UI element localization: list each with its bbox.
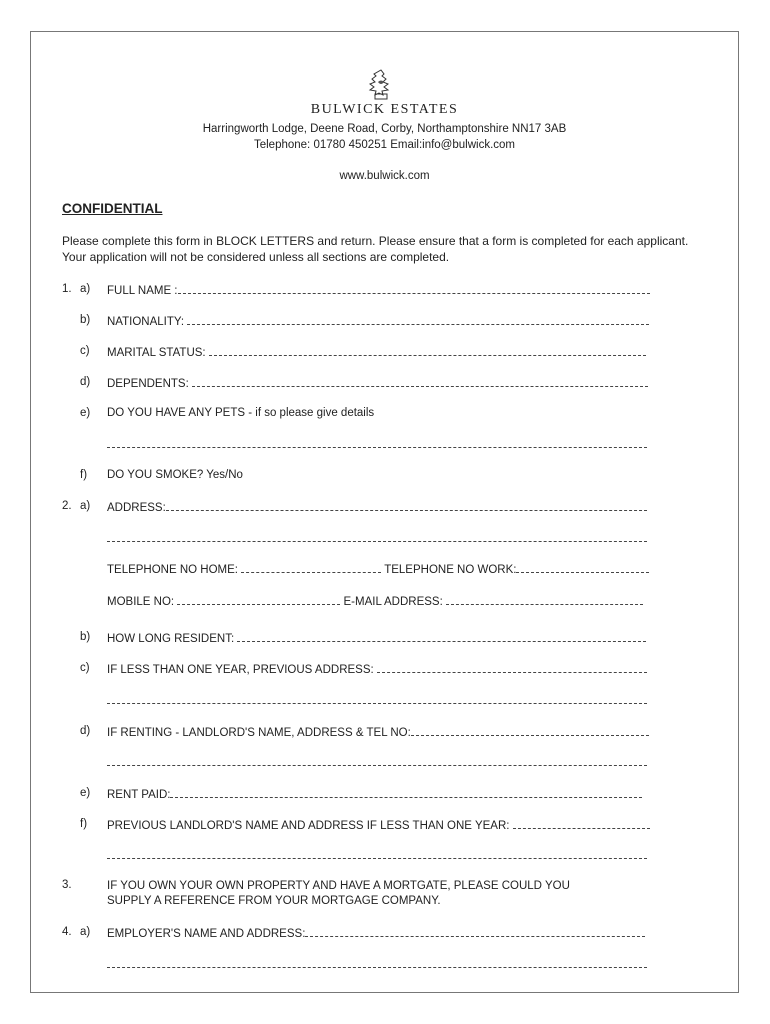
address-label: ADDRESS: — [107, 502, 166, 514]
landlord-blank-2[interactable] — [107, 765, 647, 766]
employer-blank-2[interactable] — [107, 967, 647, 968]
employer-blank[interactable] — [305, 926, 645, 937]
item-1d-letter: d) — [80, 376, 91, 388]
rent-paid-field[interactable] — [107, 787, 642, 801]
section-2-number: 2. — [62, 500, 72, 512]
tel-home-label: TELEPHONE NO HOME: — [107, 564, 238, 576]
tel-work-blank[interactable] — [516, 562, 649, 573]
pets-blank[interactable] — [107, 447, 647, 448]
landlord-field[interactable] — [107, 725, 649, 739]
landlord-label: IF RENTING - LANDLORD'S NAME, ADDRESS & TEL NO: — [107, 727, 411, 739]
section-1-number: 1. — [62, 283, 72, 295]
item-1c-letter: c) — [80, 345, 90, 357]
smoke-label[interactable]: DO YOU SMOKE? Yes/No — [107, 469, 243, 481]
tel-home-blank[interactable] — [241, 562, 381, 573]
mobile-blank[interactable] — [177, 594, 340, 605]
pets-label: DO YOU HAVE ANY PETS - if so please give details — [107, 407, 375, 419]
address-field[interactable] — [107, 500, 647, 514]
employer-field[interactable] — [107, 926, 645, 940]
dependents-label: DEPENDENTS: — [107, 378, 189, 390]
company-contact: Telephone: 01780 450251 Email:info@bulwick.com — [253, 139, 515, 151]
item-2b-letter: b) — [80, 631, 91, 643]
item-2d-letter: d) — [80, 725, 91, 737]
previous-landlord-blank-2[interactable] — [107, 858, 647, 859]
email-label: E-MAIL ADDRESS: — [343, 596, 443, 608]
previous-landlord-field[interactable] — [107, 818, 650, 832]
item-2e-letter: e) — [80, 787, 91, 799]
marital-status-blank[interactable] — [209, 345, 646, 356]
nationality-blank[interactable] — [187, 314, 649, 325]
tel-work-label: TELEPHONE NO WORK: — [384, 564, 517, 576]
address-blank[interactable] — [166, 500, 647, 511]
address-blank-2[interactable] — [107, 541, 647, 542]
previous-address-field[interactable] — [107, 662, 647, 676]
full-name-field[interactable] — [107, 283, 650, 297]
item-1e-letter: e) — [80, 407, 91, 419]
section-4-number: 4. — [62, 926, 72, 938]
rent-paid-label: RENT PAID: — [107, 789, 171, 801]
item-2c-letter: c) — [80, 662, 90, 674]
confidential-heading: CONFIDENTIAL — [62, 201, 163, 216]
dependents-field[interactable] — [107, 376, 648, 390]
item-1b-letter: b) — [80, 314, 91, 326]
previous-landlord-label: PREVIOUS LANDLORD'S NAME AND ADDRESS IF LESS THAN ONE YEAR: — [107, 820, 510, 832]
how-long-resident-label: HOW LONG RESIDENT: — [107, 633, 235, 645]
section-3-number: 3. — [62, 879, 72, 891]
mobile-email-row — [107, 594, 643, 608]
nationality-field[interactable] — [107, 314, 649, 328]
previous-address-blank[interactable] — [377, 662, 647, 673]
mortgage-text: IF YOU OWN YOUR OWN PROPERTY AND HAVE A MORTGATE, PLEASE COULD YOU SUPPLY A REFERENCE FROM YOUR MORTGAGE COMPANY. — [107, 880, 570, 907]
mobile-label: MOBILE NO: — [107, 596, 175, 608]
previous-address-blank-2[interactable] — [107, 703, 647, 704]
item-1f-letter: f) — [80, 469, 88, 481]
item-2a-letter: a) — [80, 500, 91, 512]
company-address: Harringworth Lodge, Deene Road, Corby, Northamptonshire NN17 3AB — [202, 123, 567, 135]
item-4a-letter: a) — [80, 926, 91, 938]
intro-text: Please complete this form in BLOCK LETTERS and return. Please ensure that a form is completed for each applicant. Your application will not be considered unless all sections are completed. — [62, 234, 689, 264]
item-1a-letter: a) — [80, 283, 91, 295]
nationality-label: NATIONALITY: — [107, 316, 185, 328]
previous-address-label: IF LESS THAN ONE YEAR, PREVIOUS ADDRESS: — [107, 664, 374, 676]
dependents-blank[interactable] — [192, 376, 648, 387]
heraldic-crest-icon — [366, 68, 396, 102]
full-name-blank[interactable] — [178, 283, 650, 294]
how-long-resident-field[interactable] — [107, 631, 646, 645]
how-long-resident-blank[interactable] — [237, 631, 646, 642]
company-website: www.bulwick.com — [339, 170, 430, 182]
full-name-label: FULL NAME : — [107, 285, 178, 297]
employer-label: EMPLOYER'S NAME AND ADDRESS: — [107, 928, 306, 940]
rent-paid-blank[interactable] — [170, 787, 642, 798]
previous-landlord-blank[interactable] — [513, 818, 650, 829]
marital-status-field[interactable] — [107, 345, 646, 359]
item-2f-letter: f) — [80, 818, 88, 830]
telephone-row — [107, 562, 649, 576]
email-blank[interactable] — [446, 594, 643, 605]
company-name: BULWICK ESTATES — [310, 102, 459, 117]
landlord-blank[interactable] — [411, 725, 649, 736]
marital-status-label: MARITAL STATUS: — [107, 347, 206, 359]
